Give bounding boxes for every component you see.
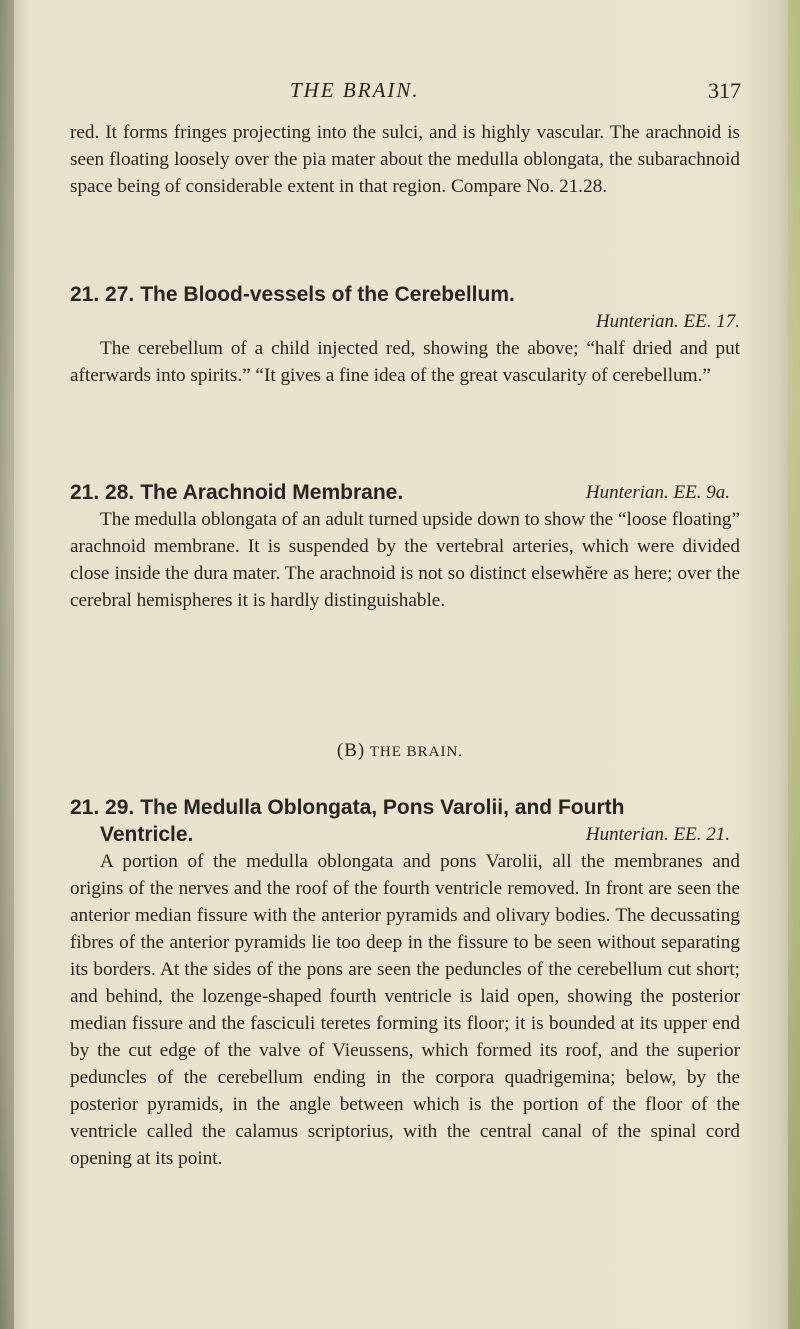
entry-21-29 [70, 794, 740, 1172]
entry-title-line2: Ventricle. [100, 823, 194, 846]
entry-reference: Hunterian. EE. 21. [585, 824, 730, 845]
entry-title-line1: The Medulla Oblongata, Pons Varolii, and Fourth [140, 796, 625, 819]
entry-title: The Blood-vessels of the Cerebellum. [140, 283, 515, 306]
entry-reference: Hunterian. EE. 17. [595, 311, 740, 332]
running-head: THE BRAIN. [290, 78, 420, 102]
section-heading [0, 740, 800, 762]
intro-paragraph [70, 119, 740, 200]
entry-body: The cerebellum of a child injected red, showing the above; “half dried and put afterwards into spirits.” “It gives a fine idea of the great vascularity of cerebellum.” [70, 338, 740, 386]
entry-number: 21. 28. [70, 481, 135, 504]
page-edge-right [788, 0, 800, 1329]
entry-number: 21. 27. [70, 283, 135, 306]
page-gutter-left [0, 0, 14, 1329]
entry-heading [70, 281, 740, 308]
entry-number: 21. 29. [70, 796, 135, 819]
page-number: 317 [708, 78, 741, 103]
page-header [0, 78, 800, 108]
intro-text: red. It forms fringes projecting into the sulci, and is highly vascular. The arachnoid is seen floating loosely over the pia mater about the medulla oblongata, the subarachnoid space being of considerable extent in that region. Compare No. 21.28. [70, 122, 740, 197]
entry-reference: Hunterian. EE. 9a. [585, 482, 730, 503]
entry-title: The Arachnoid Membrane. [140, 481, 404, 504]
entry-body: The medulla oblongata of an adult turned upside down to show the “loose floating” arachnoid membrane. It is suspended by the vertebral arteries, which were divided close inside the dura mater. The arachnoid is not so distinct elsewhĕre as here; over the cerebral hemispheres it is hardly distinguishable. [70, 509, 740, 611]
section-label-paren: (B) [336, 740, 366, 761]
entry-21-27 [70, 281, 740, 389]
section-label-text: THE BRAIN. [369, 744, 464, 760]
entry-heading-continued [70, 821, 740, 848]
entry-21-28 [70, 479, 740, 614]
entry-heading [70, 794, 740, 821]
entry-heading [70, 479, 740, 506]
entry-body: A portion of the medulla oblongata and pons Varolii, all the membranes and origins of the nerves and the roof of the fourth ventricle removed. In front are seen the anterior median fissure with the anterior pyramids and olivary bodies. The decussating fibres of the anterior pyramids lie too deep in the fissure to be seen without separating its borders. At the sides of the pons are seen the peduncles of the cerebellum cut short; and behind, the lozenge-shaped fourth ventricle is laid open, showing the posterior median fissure and the fasciculi teretes forming its floor; it is bounded at its upper end by the cut edge of the valve of Vieussens, which formed its roof, and the superior peduncles of the cerebellum ending in the corpora quadrigemina; below, by the posterior pyramids, in the angle between which is the portion of the floor of the ventricle called the calamus scriptorius, with the central canal of the spinal cord opening at its point. [70, 851, 740, 1169]
